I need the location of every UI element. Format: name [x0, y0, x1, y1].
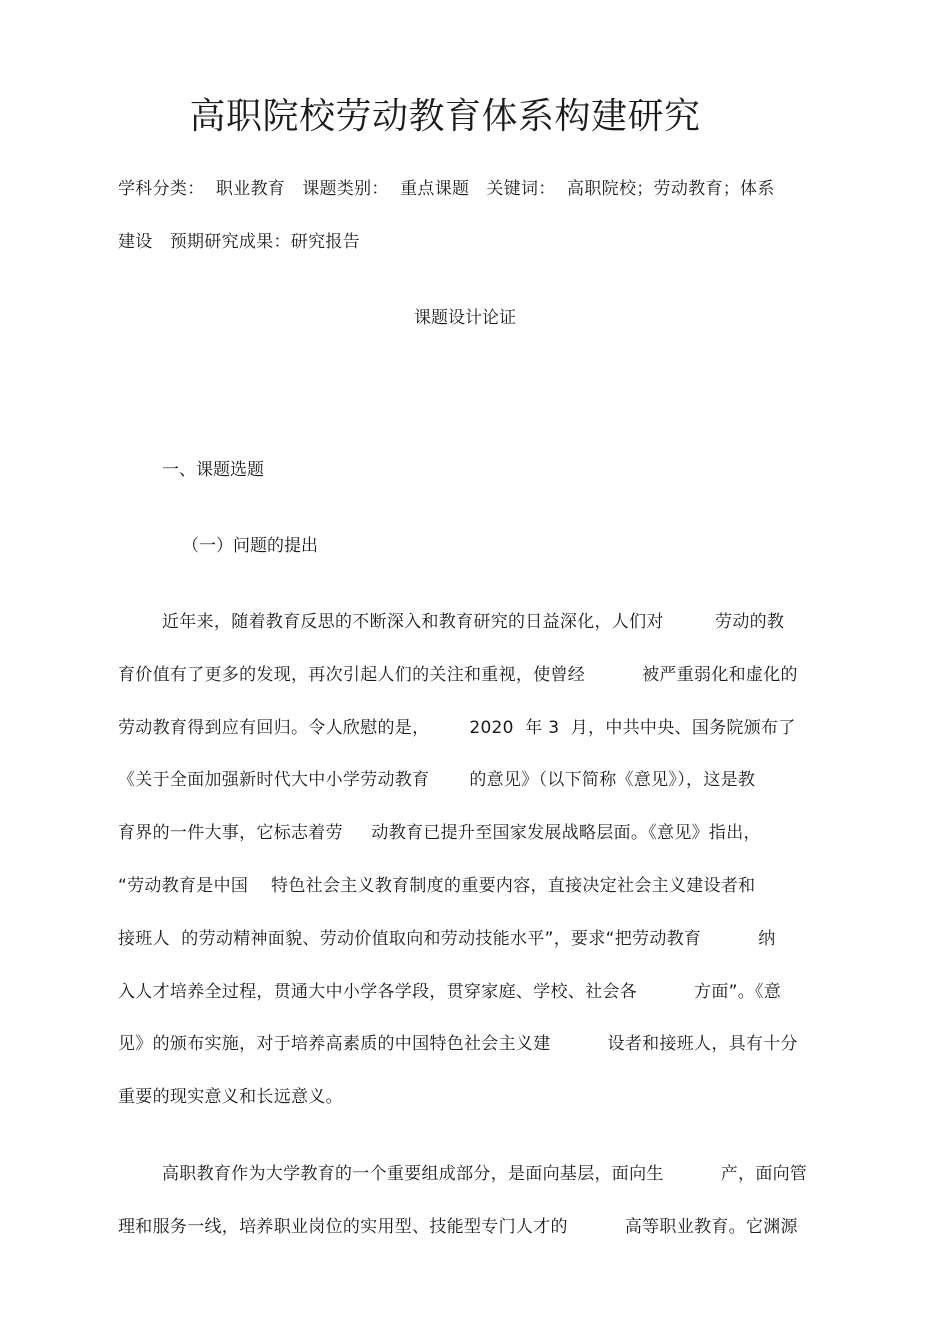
- paragraph-line: 劳动教育得到应有回归。令人欣慰的是， 2020 年 3 月，中共中央、国务院颁布了: [118, 718, 796, 738]
- heading-level-1: 一、课题选题: [162, 460, 264, 480]
- paragraph-line: 入人才培养全过程，贯通大中小学各学段，贯穿家庭、学校、社会各 方面”。《意: [118, 982, 782, 1002]
- paragraph-line: 接班人 的劳动精神面貌、劳动价值取向和劳动技能水平”，要求“把劳动教育 纳: [118, 929, 776, 949]
- section-heading: 课题设计论证: [414, 308, 516, 328]
- paragraph-line: 理和服务一线，培养职业岗位的实用型、技能型专门人才的 高等职业教育。它渊源: [118, 1217, 798, 1237]
- paragraph-line: 重要的现实意义和长远意义。: [118, 1087, 343, 1107]
- paragraph-line: 见》的颁布实施，对于培养高素质的中国特色社会主义建 设者和接班人，具有十分: [118, 1034, 798, 1054]
- document-title: 高职院校劳动教育体系构建研究: [189, 96, 701, 137]
- paragraph-line: “劳动教育是中国 特色社会主义教育制度的重要内容，直接决定社会主义建设者和: [118, 876, 756, 896]
- paragraph-line: 近年来，随着教育反思的不断深入和教育研究的日益深化，人们对 劳动的教: [162, 612, 785, 632]
- meta-line: 学科分类： 职业教育 课题类别： 重点课题 关键词： 高职院校；劳动教育；体系: [118, 179, 775, 199]
- paragraph-line: 高职教育作为大学教育的一个重要组成部分，是面向基层，面向生 产，面向管: [162, 1164, 808, 1184]
- paragraph-line: 育价值有了更多的发现，再次引起人们的关注和重视，使曾经 被严重弱化和虚化的: [118, 665, 798, 685]
- heading-level-2: （一）问题的提出: [182, 536, 318, 556]
- meta-line: 建设 预期研究成果：研究报告: [118, 232, 361, 252]
- paragraph-line: 《关于全面加强新时代大中小学劳动教育 的意见》（以下简称《意见》），这是教: [118, 770, 756, 790]
- paragraph-line: 育界的一件大事，它标志着劳 动教育已提升至国家发展战略层面。《意见》指出，: [118, 823, 761, 843]
